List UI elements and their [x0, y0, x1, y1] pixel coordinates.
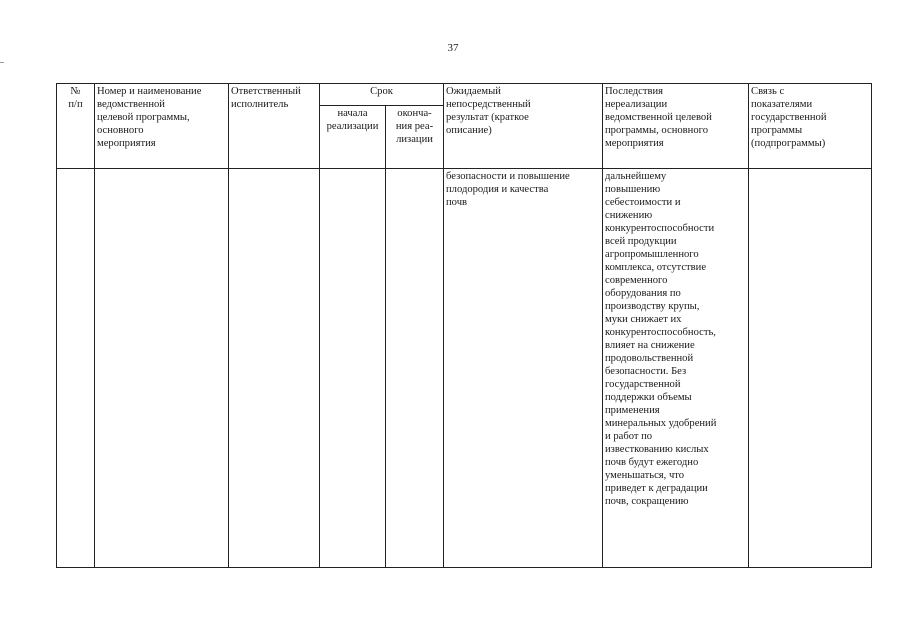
header-expected-result — [444, 84, 603, 169]
cell-expected-result — [444, 169, 603, 568]
header-executor-text: Ответственный исполнитель — [231, 86, 301, 110]
cell-consequences-text: дальнейшему повышению себестоимости и снижению конкурентоспособности всей продукции агропромышленного комплекса, отсутствие современного оборудования по производству крупы, муки снижает их конкурентоспособность, влияет на снижение продовольственной безопасности. Без государственной поддержки объемы применения минеральных удобрений и работ по известкованию кислых почв будут ежегодно уменьшаться, что приведет к деградации почв, сокращению — [605, 171, 717, 507]
header-number — [57, 84, 95, 169]
table-header — [57, 84, 872, 169]
header-term-end — [386, 106, 444, 169]
cell-term-start — [320, 169, 386, 568]
header-program-name — [95, 84, 229, 169]
header-indicator-link — [749, 84, 872, 169]
table-row — [57, 169, 872, 568]
cell-consequences — [603, 169, 749, 568]
cell-expected-result-text: безопасности и повышение плодородия и качества почв — [446, 171, 570, 208]
header-term-text: Срок — [370, 86, 393, 97]
page-number: 37 — [447, 42, 459, 54]
program-table — [56, 83, 872, 568]
cell-program-name — [95, 169, 229, 568]
header-term — [320, 84, 444, 106]
cell-number — [57, 169, 95, 568]
header-term-start-text: начала реализации — [326, 108, 379, 132]
cell-indicator-link — [749, 169, 872, 568]
header-executor — [229, 84, 320, 169]
header-consequences-text: Последствия нереализации ведомственной целевой программы, основного мероприятия — [605, 86, 712, 149]
cell-executor — [229, 169, 320, 568]
header-term-end-text: оконча- ния реа- лизации — [395, 108, 434, 145]
header-expected-result-text: Ожидаемый непосредственный результат (краткое описание) — [446, 86, 531, 136]
cell-term-end — [386, 169, 444, 568]
header-program-name-text: Номер и наименование ведомственной целевой программы, основного мероприятия — [97, 86, 202, 149]
header-consequences — [603, 84, 749, 169]
margin-mark — [0, 62, 4, 63]
header-number-text: № п/п — [68, 86, 83, 110]
table-body — [57, 169, 872, 568]
header-indicator-link-text: Связь с показателями государственной программы (подпрограммы) — [751, 86, 827, 149]
header-term-start — [320, 106, 386, 169]
